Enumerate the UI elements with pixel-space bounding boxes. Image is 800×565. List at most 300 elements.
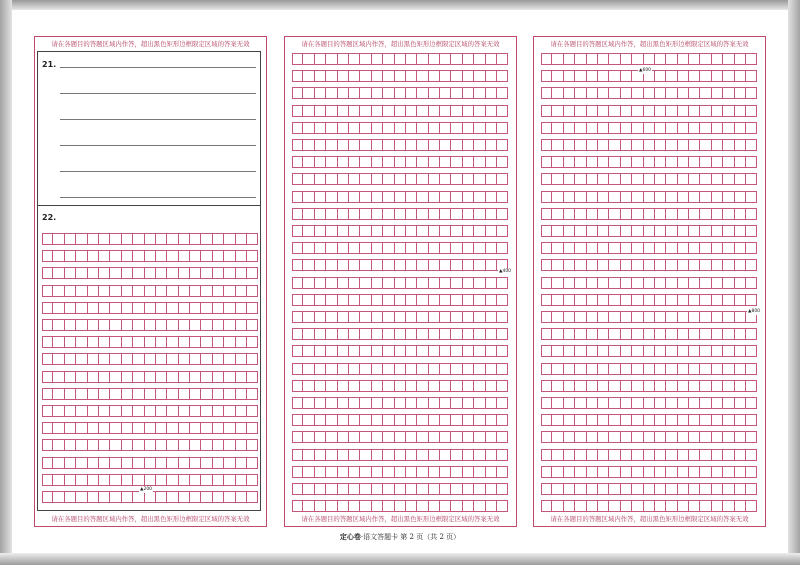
grid-cell[interactable] (678, 122, 689, 134)
grid-cell[interactable] (360, 449, 371, 461)
grid-cell[interactable] (201, 250, 212, 262)
grid-cell[interactable] (632, 449, 643, 461)
grid-cell[interactable] (383, 156, 394, 168)
grid-cell[interactable] (417, 242, 428, 254)
grid-cell[interactable] (145, 353, 156, 365)
grid-cell[interactable] (700, 500, 711, 512)
grid-cell[interactable] (303, 380, 314, 392)
grid-cell[interactable] (644, 87, 655, 99)
grid-cell[interactable] (395, 311, 406, 323)
grid-cell[interactable] (326, 363, 337, 375)
grid-cell[interactable] (621, 500, 632, 512)
grid-cell[interactable] (655, 449, 666, 461)
grid-cell[interactable] (406, 87, 417, 99)
grid-cell[interactable] (326, 277, 337, 289)
grid-cell[interactable] (746, 380, 757, 392)
grid-cell[interactable] (338, 208, 349, 220)
grid-cell[interactable] (655, 311, 666, 323)
grid-cell[interactable] (429, 259, 440, 271)
grid-cell[interactable] (360, 242, 371, 254)
grid-cell[interactable] (666, 397, 677, 409)
grid-cell[interactable] (406, 500, 417, 512)
grid-cell[interactable] (609, 380, 620, 392)
grid-cell[interactable] (429, 345, 440, 357)
grid-cell[interactable] (700, 345, 711, 357)
grid-cell[interactable] (247, 285, 258, 297)
grid-cell[interactable] (236, 474, 247, 486)
grid-cell[interactable] (224, 267, 235, 279)
grid-cell[interactable] (564, 311, 575, 323)
grid-cell[interactable] (712, 277, 723, 289)
grid-cell[interactable] (236, 371, 247, 383)
grid-cell[interactable] (349, 277, 360, 289)
grid-cell[interactable] (564, 431, 575, 443)
grid-cell[interactable] (417, 225, 428, 237)
grid-cell[interactable] (497, 173, 508, 185)
grid-cell[interactable] (644, 139, 655, 151)
grid-cell[interactable] (326, 414, 337, 426)
grid-cell[interactable] (564, 259, 575, 271)
grid-cell[interactable] (395, 173, 406, 185)
grid-cell[interactable] (167, 233, 178, 245)
grid-cell[interactable] (723, 122, 734, 134)
grid-cell[interactable] (689, 139, 700, 151)
grid-cell[interactable] (497, 431, 508, 443)
grid-cell[interactable] (383, 449, 394, 461)
grid-cell[interactable] (440, 449, 451, 461)
grid-cell[interactable] (383, 277, 394, 289)
grid-cell[interactable] (451, 414, 462, 426)
grid-cell[interactable] (735, 328, 746, 340)
grid-cell[interactable] (349, 173, 360, 185)
grid-cell[interactable] (53, 336, 64, 348)
grid-cell[interactable] (644, 345, 655, 357)
grid-cell[interactable] (383, 466, 394, 478)
grid-cell[interactable] (88, 285, 99, 297)
grid-cell[interactable] (666, 345, 677, 357)
grid-cell[interactable] (179, 405, 190, 417)
grid-cell[interactable] (497, 208, 508, 220)
grid-cell[interactable] (451, 466, 462, 478)
grid-cell[interactable] (463, 483, 474, 495)
grid-cell[interactable] (360, 156, 371, 168)
grid-cell[interactable] (587, 431, 598, 443)
grid-cell[interactable] (541, 363, 552, 375)
grid-cell[interactable] (133, 388, 144, 400)
grid-cell[interactable] (110, 422, 121, 434)
grid-cell[interactable] (360, 311, 371, 323)
grid-cell[interactable] (678, 87, 689, 99)
grid-cell[interactable] (451, 259, 462, 271)
grid-cell[interactable] (541, 173, 552, 185)
grid-cell[interactable] (429, 431, 440, 443)
grid-cell[interactable] (552, 156, 563, 168)
grid-cell[interactable] (349, 449, 360, 461)
grid-cell[interactable] (541, 191, 552, 203)
grid-cell[interactable] (598, 414, 609, 426)
grid-cell[interactable] (383, 208, 394, 220)
grid-cell[interactable] (609, 345, 620, 357)
grid-cell[interactable] (303, 397, 314, 409)
grid-cell[interactable] (417, 328, 428, 340)
grid-cell[interactable] (598, 500, 609, 512)
grid-cell[interactable] (213, 439, 224, 451)
grid-cell[interactable] (689, 70, 700, 82)
grid-cell[interactable] (735, 345, 746, 357)
grid-cell[interactable] (338, 70, 349, 82)
grid-cell[interactable] (303, 345, 314, 357)
grid-cell[interactable] (429, 242, 440, 254)
grid-cell[interactable] (190, 285, 201, 297)
grid-cell[interactable] (122, 302, 133, 314)
grid-cell[interactable] (360, 414, 371, 426)
grid-cell[interactable] (42, 353, 53, 365)
grid-cell[interactable] (575, 191, 586, 203)
grid-cell[interactable] (486, 191, 497, 203)
grid-cell[interactable] (88, 353, 99, 365)
grid-cell[interactable] (712, 397, 723, 409)
grid-cell[interactable] (236, 439, 247, 451)
grid-cell[interactable] (292, 122, 303, 134)
grid-cell[interactable] (712, 139, 723, 151)
grid-cell[interactable] (326, 191, 337, 203)
grid-cell[interactable] (655, 259, 666, 271)
grid-cell[interactable] (417, 105, 428, 117)
grid-cell[interactable] (110, 285, 121, 297)
grid-cell[interactable] (497, 53, 508, 65)
grid-cell[interactable] (632, 53, 643, 65)
grid-cell[interactable] (541, 122, 552, 134)
grid-cell[interactable] (167, 319, 178, 331)
grid-cell[interactable] (451, 53, 462, 65)
grid-cell[interactable] (247, 319, 258, 331)
grid-cell[interactable] (552, 500, 563, 512)
grid-cell[interactable] (224, 388, 235, 400)
grid-cell[interactable] (315, 225, 326, 237)
grid-cell[interactable] (644, 53, 655, 65)
grid-cell[interactable] (145, 336, 156, 348)
grid-cell[interactable] (564, 225, 575, 237)
grid-cell[interactable] (326, 53, 337, 65)
grid-cell[interactable] (145, 439, 156, 451)
grid-cell[interactable] (201, 491, 212, 503)
grid-cell[interactable] (678, 328, 689, 340)
grid-cell[interactable] (463, 139, 474, 151)
grid-cell[interactable] (666, 156, 677, 168)
grid-cell[interactable] (372, 414, 383, 426)
grid-cell[interactable] (99, 250, 110, 262)
grid-cell[interactable] (292, 466, 303, 478)
grid-cell[interactable] (564, 173, 575, 185)
grid-cell[interactable] (383, 122, 394, 134)
grid-cell[interactable] (53, 474, 64, 486)
grid-cell[interactable] (700, 156, 711, 168)
grid-cell[interactable] (406, 397, 417, 409)
grid-cell[interactable] (372, 449, 383, 461)
grid-cell[interactable] (360, 294, 371, 306)
grid-cell[interactable] (167, 353, 178, 365)
grid-cell[interactable] (99, 353, 110, 365)
grid-cell[interactable] (213, 233, 224, 245)
grid-cell[interactable] (541, 483, 552, 495)
grid-cell[interactable] (587, 242, 598, 254)
grid-cell[interactable] (395, 414, 406, 426)
grid-cell[interactable] (463, 53, 474, 65)
grid-cell[interactable] (53, 388, 64, 400)
grid-cell[interactable] (429, 397, 440, 409)
grid-cell[interactable] (621, 397, 632, 409)
grid-cell[interactable] (201, 319, 212, 331)
grid-cell[interactable] (326, 156, 337, 168)
grid-cell[interactable] (735, 105, 746, 117)
grid-cell[interactable] (360, 328, 371, 340)
grid-cell[interactable] (474, 242, 485, 254)
grid-cell[interactable] (451, 87, 462, 99)
grid-cell[interactable] (451, 345, 462, 357)
grid-cell[interactable] (76, 267, 87, 279)
grid-cell[interactable] (190, 233, 201, 245)
grid-cell[interactable] (145, 285, 156, 297)
grid-cell[interactable] (609, 466, 620, 478)
grid-cell[interactable] (678, 225, 689, 237)
grid-cell[interactable] (486, 122, 497, 134)
grid-cell[interactable] (712, 105, 723, 117)
grid-cell[interactable] (746, 208, 757, 220)
grid-cell[interactable] (474, 380, 485, 392)
grid-cell[interactable] (746, 156, 757, 168)
grid-cell[interactable] (552, 70, 563, 82)
grid-cell[interactable] (315, 208, 326, 220)
grid-cell[interactable] (42, 285, 53, 297)
grid-cell[interactable] (179, 250, 190, 262)
grid-cell[interactable] (598, 345, 609, 357)
grid-cell[interactable] (541, 87, 552, 99)
grid-cell[interactable] (372, 311, 383, 323)
grid-cell[interactable] (575, 259, 586, 271)
grid-cell[interactable] (247, 405, 258, 417)
grid-cell[interactable] (372, 139, 383, 151)
grid-cell[interactable] (666, 259, 677, 271)
grid-cell[interactable] (609, 431, 620, 443)
grid-cell[interactable] (746, 225, 757, 237)
grid-cell[interactable] (167, 250, 178, 262)
grid-cell[interactable] (247, 250, 258, 262)
grid-cell[interactable] (53, 405, 64, 417)
grid-cell[interactable] (429, 139, 440, 151)
grid-cell[interactable] (145, 474, 156, 486)
grid-cell[interactable] (224, 353, 235, 365)
grid-cell[interactable] (587, 500, 598, 512)
grid-cell[interactable] (497, 397, 508, 409)
grid-cell[interactable] (76, 285, 87, 297)
grid-cell[interactable] (666, 483, 677, 495)
grid-cell[interactable] (247, 491, 258, 503)
grid-cell[interactable] (678, 173, 689, 185)
grid-cell[interactable] (700, 397, 711, 409)
grid-cell[interactable] (587, 139, 598, 151)
grid-cell[interactable] (632, 139, 643, 151)
grid-cell[interactable] (564, 122, 575, 134)
grid-cell[interactable] (201, 233, 212, 245)
grid-cell[interactable] (463, 105, 474, 117)
grid-cell[interactable] (655, 397, 666, 409)
grid-cell[interactable] (564, 294, 575, 306)
grid-cell[interactable] (723, 259, 734, 271)
grid-cell[interactable] (360, 466, 371, 478)
grid-cell[interactable] (122, 371, 133, 383)
grid-cell[interactable] (689, 122, 700, 134)
grid-cell[interactable] (406, 311, 417, 323)
grid-cell[interactable] (315, 500, 326, 512)
grid-cell[interactable] (133, 439, 144, 451)
grid-cell[interactable] (746, 259, 757, 271)
grid-cell[interactable] (486, 380, 497, 392)
grid-cell[interactable] (644, 363, 655, 375)
grid-cell[interactable] (609, 87, 620, 99)
grid-cell[interactable] (417, 70, 428, 82)
grid-cell[interactable] (497, 328, 508, 340)
grid-cell[interactable] (575, 208, 586, 220)
grid-cell[interactable] (65, 250, 76, 262)
grid-cell[interactable] (486, 449, 497, 461)
grid-cell[interactable] (609, 328, 620, 340)
grid-cell[interactable] (644, 225, 655, 237)
grid-cell[interactable] (349, 208, 360, 220)
grid-cell[interactable] (735, 208, 746, 220)
grid-cell[interactable] (417, 414, 428, 426)
grid-cell[interactable] (735, 173, 746, 185)
grid-cell[interactable] (326, 208, 337, 220)
grid-cell[interactable] (292, 70, 303, 82)
grid-cell[interactable] (541, 345, 552, 357)
grid-cell[interactable] (372, 191, 383, 203)
grid-cell[interactable] (575, 311, 586, 323)
grid-cell[interactable] (122, 491, 133, 503)
grid-cell[interactable] (746, 242, 757, 254)
grid-cell[interactable] (133, 319, 144, 331)
grid-cell[interactable] (621, 156, 632, 168)
grid-cell[interactable] (292, 363, 303, 375)
grid-cell[interactable] (621, 242, 632, 254)
grid-cell[interactable] (326, 500, 337, 512)
grid-cell[interactable] (315, 70, 326, 82)
grid-cell[interactable] (213, 474, 224, 486)
grid-cell[interactable] (338, 294, 349, 306)
grid-cell[interactable] (712, 208, 723, 220)
grid-cell[interactable] (236, 336, 247, 348)
grid-cell[interactable] (76, 422, 87, 434)
grid-cell[interactable] (65, 457, 76, 469)
grid-cell[interactable] (486, 345, 497, 357)
grid-cell[interactable] (372, 53, 383, 65)
grid-cell[interactable] (735, 70, 746, 82)
grid-cell[interactable] (156, 371, 167, 383)
grid-cell[interactable] (689, 208, 700, 220)
grid-cell[interactable] (247, 422, 258, 434)
grid-cell[interactable] (372, 259, 383, 271)
grid-cell[interactable] (712, 414, 723, 426)
grid-cell[interactable] (598, 242, 609, 254)
grid-cell[interactable] (723, 466, 734, 478)
grid-cell[interactable] (621, 139, 632, 151)
grid-cell[interactable] (349, 345, 360, 357)
grid-cell[interactable] (224, 302, 235, 314)
grid-cell[interactable] (201, 474, 212, 486)
grid-cell[interactable] (213, 267, 224, 279)
grid-cell[interactable] (598, 449, 609, 461)
grid-cell[interactable] (383, 70, 394, 82)
grid-cell[interactable] (360, 139, 371, 151)
grid-cell[interactable] (463, 500, 474, 512)
grid-cell[interactable] (76, 457, 87, 469)
grid-cell[interactable] (700, 277, 711, 289)
grid-cell[interactable] (349, 225, 360, 237)
grid-cell[interactable] (609, 156, 620, 168)
grid-cell[interactable] (689, 311, 700, 323)
grid-cell[interactable] (360, 105, 371, 117)
grid-cell[interactable] (632, 363, 643, 375)
grid-cell[interactable] (474, 345, 485, 357)
grid-cell[interactable] (42, 233, 53, 245)
grid-cell[interactable] (632, 294, 643, 306)
grid-cell[interactable] (474, 122, 485, 134)
grid-cell[interactable] (417, 191, 428, 203)
grid-cell[interactable] (723, 294, 734, 306)
grid-cell[interactable] (440, 191, 451, 203)
grid-cell[interactable] (735, 225, 746, 237)
grid-cell[interactable] (598, 87, 609, 99)
grid-cell[interactable] (712, 449, 723, 461)
grid-cell[interactable] (292, 397, 303, 409)
grid-cell[interactable] (110, 388, 121, 400)
grid-cell[interactable] (326, 139, 337, 151)
grid-cell[interactable] (303, 53, 314, 65)
grid-cell[interactable] (689, 156, 700, 168)
grid-cell[interactable] (156, 388, 167, 400)
grid-cell[interactable] (372, 431, 383, 443)
grid-cell[interactable] (735, 397, 746, 409)
grid-cell[interactable] (486, 294, 497, 306)
grid-cell[interactable] (201, 439, 212, 451)
grid-cell[interactable] (429, 122, 440, 134)
grid-cell[interactable] (644, 380, 655, 392)
grid-cell[interactable] (700, 483, 711, 495)
grid-cell[interactable] (598, 105, 609, 117)
grid-cell[interactable] (587, 208, 598, 220)
grid-cell[interactable] (497, 449, 508, 461)
grid-cell[interactable] (213, 422, 224, 434)
grid-cell[interactable] (700, 294, 711, 306)
grid-cell[interactable] (201, 285, 212, 297)
grid-cell[interactable] (474, 139, 485, 151)
grid-cell[interactable] (179, 371, 190, 383)
grid-cell[interactable] (497, 277, 508, 289)
grid-cell[interactable] (587, 53, 598, 65)
grid-cell[interactable] (395, 345, 406, 357)
grid-cell[interactable] (213, 371, 224, 383)
grid-cell[interactable] (338, 225, 349, 237)
grid-cell[interactable] (338, 466, 349, 478)
grid-cell[interactable] (417, 122, 428, 134)
grid-cell[interactable] (303, 105, 314, 117)
grid-cell[interactable] (326, 345, 337, 357)
grid-cell[interactable] (349, 397, 360, 409)
grid-cell[interactable] (575, 105, 586, 117)
grid-cell[interactable] (655, 191, 666, 203)
grid-cell[interactable] (406, 191, 417, 203)
grid-cell[interactable] (746, 466, 757, 478)
grid-cell[interactable] (609, 70, 620, 82)
